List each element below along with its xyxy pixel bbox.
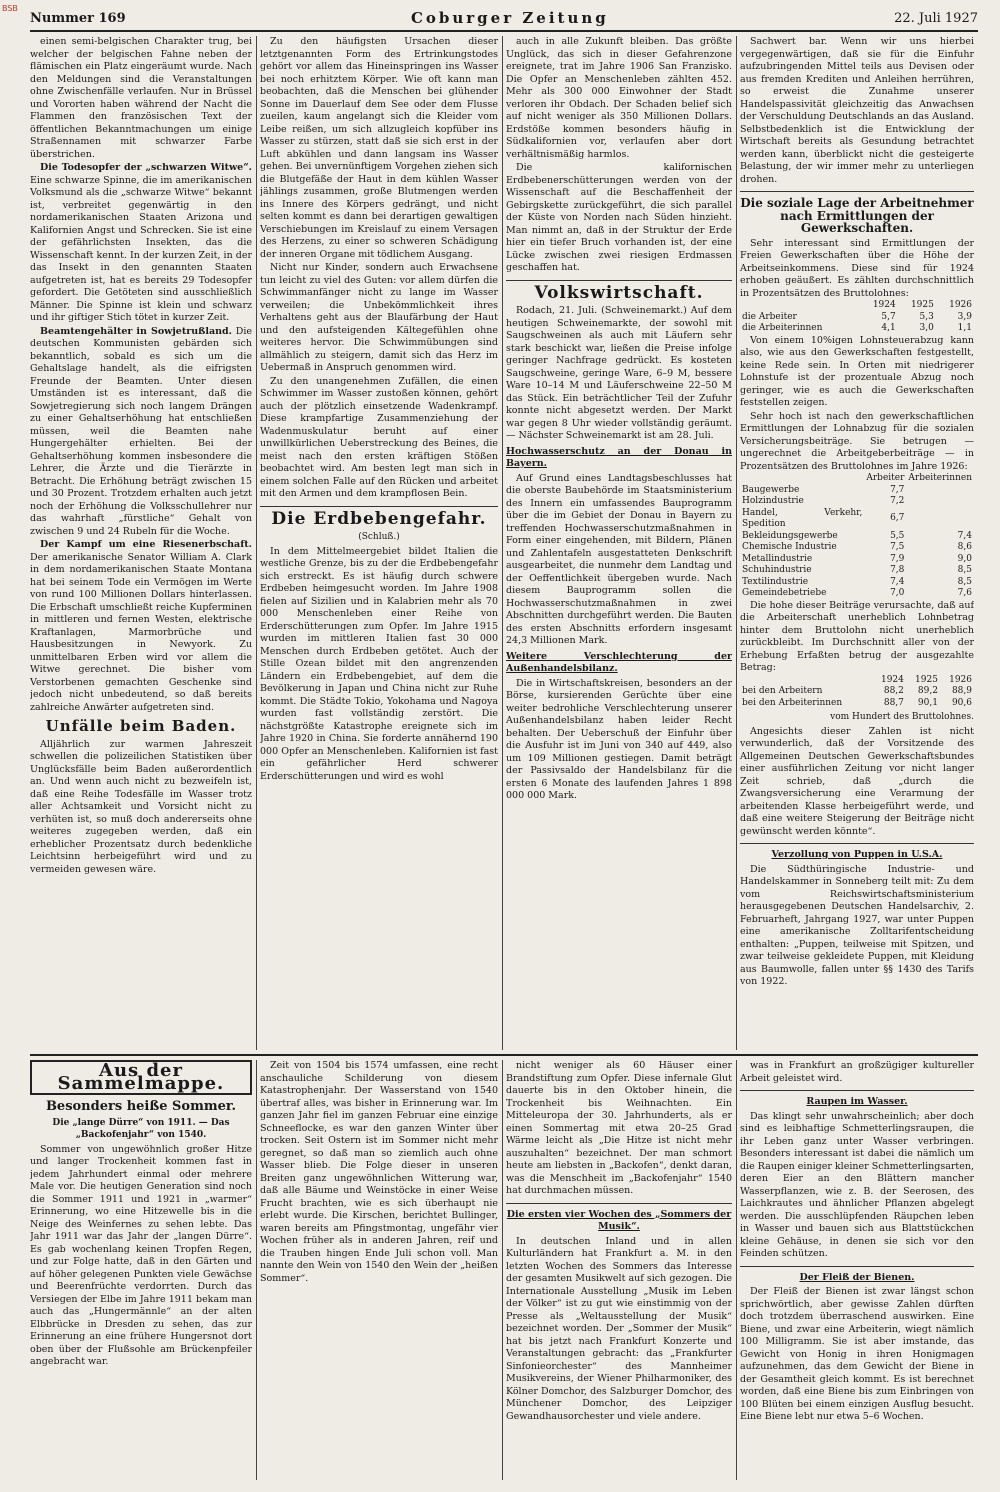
table-row: Holzindustrie 7,2 (742, 496, 905, 506)
article-text: Angesichts dieser Zahlen ist nicht verwunderlich, daß der Vorsitzende des Allgemeinen Deutschen Gewerkschaftsbundes einer ausführlichen Zeitung vor nicht langer Zeit schrieb, daß „durch die Zwangsversicherung eine Verarmung der arbeitenden Klasse herbeigeführt werde, und daß eine weitere Steigerung der Beiträge nicht gewünscht werden könnte“. (740, 725, 974, 837)
column-4 (740, 36, 974, 1050)
article-headline: Besonders heiße Sommer. (45, 1099, 237, 1114)
column-1 (30, 36, 252, 1050)
column-rule (502, 36, 503, 1050)
table-row: die Arbeiterinnen 4,1 3,0 1,1 (742, 323, 972, 333)
table-row: Gemeindebetriebe 7,0 7,6 (742, 588, 972, 598)
table-row: Chemische Industrie 7,5 8,6 (742, 542, 972, 552)
article-subheadline: Die „lange Dürre“ von 1911. — Das „Backofenjahr“ von 1540. (52, 1117, 230, 1140)
article-text: Die Todesopfer der „schwarzen Witwe“. Eine schwarze Spinne, die im amerikanischen Volksmund als die „schwarze Witwe“ bekannt ist, verbreitet gegenwärtig in den nordamerikanischen Staaten Arizona und Kalifornien Angst und Schrecken. Sie ist eine der gefährlichsten Insekten, das die Wissenschaft kennt. In der kurzen Zeit, in der das Insekt in den genannten Staaten aufgetreten ist, hat es bereits 29 Todesopfer gefordert. Die Getöteten sind ausschließlich Männer. Die Spinne ist klein und schwarz und ihr giftiger Stich tötet in kurzer Zeit. (30, 162, 252, 323)
article-text: Rodach, 21. Juli. (Schweinemarkt.) Auf dem heutigen Schweinemarkte, der sowohl mit Saugschweinen als auch mit Läufern sehr stark beschickt war, ließen die Preise infolge geringer Nachfrage gedrückt. Es kosteten Saugschweine, geringe Ware, 6–9 M, bessere Ware 10–14 M und Läuferschweine 22–50 M das Stück. Ein beträchtlicher Teil der Zufuhr konnte nicht abgesetzt werden. Der Markt war gegen 8 Uhr wieder vollständig geräumt. — Nächster Schweinemarkt ist am 28. Juli. (506, 305, 732, 441)
stat-table-payout: 1924 1925 1926 bei den Arbeitern 88,2 89,2 88,9 bei den Arbeiterinnen 88,7 90,1 90,6 (742, 674, 972, 708)
divider (506, 1203, 732, 1204)
column-rule (502, 1060, 503, 1480)
article-text: Sommer von ungewöhnlich großer Hitze und langer Trockenheit kommen fast in jedem Jahrhundert einmal oder mehrere Male vor. Die heutigen Generation sind noch die Sommer 1911 und 1921 in „warmer“ Erinnerung, wo eine Hitzewelle bis in die Neige des Weinfernes zu sehen lebte. Das Jahr 1911 war das Jahr der „langen Dürre“. Es gab wochenlang keinen Tropfen Regen, und zur Folge hatte, daß in den Gärten und auf höher gelegenen Punkten viele Gewächse und Beerenfrüchte verdorrten. Durch das Versiegen der Elbe im Jahre 1911 bekam man auch das „Hungermännle“ an der alten Elbbrücke in Dresden zu sehen, das zur Erinnerung an eine frühere Hungersnot dort oben über der Flußsohle am Brückenpfeiler angebracht war. (30, 1143, 252, 1367)
column-rule (256, 36, 257, 1050)
section-rule (30, 1054, 978, 1056)
table-row: Baugewerbe 7,7 (742, 484, 905, 495)
divider (740, 191, 974, 192)
article-headline: Der Kampf um eine Riesenerbschaft. (40, 539, 252, 550)
article-headline: Der Fleiß der Bienen. (799, 1271, 915, 1283)
article-text: auch in alle Zukunft bleiben. Das größte Unglück, das sich in dieser Gefahrenzone ereignete, trat im Jahre 1906 San Franzisko. Die Opfer an Menschenleben zählten 452. Mehr als 300 000 Einwohner der Stadt verloren ihr Obdach. Der Schaden belief sich auf nicht weniger als 350 Millionen Dollars. Erdstöße kommen besonders häufig in Südkalifornien vor, verlaufen aber dort verhältnismäßig harmlos. (506, 36, 732, 160)
article-text: Zu den häufigsten Ursachen dieser letztgenannten Form des Ertrinkungstodes gehört vor allem das Hineinspringen ins Wasser bei noch erhitztem Körper. Wie oft kann man beobachten, daß die Menschen bei glühender Sonne im Dauerlauf dem See oder dem Flusse zueilen, kaum angelangt sich die Kleider vom Leibe reißen, um sich allzugleich kopfüber ins Wasser zu stürzen, statt daß sie sich erst in der Luft abkühlen und dann langsam ins Wasser gehen. Bei unvernünftigem Vorgehen ziehen sich die Blutgefäße der Haut in dem kühlen Wasser jählings zusammen, große Blutmengen werden ins Innere des Körpers gedrängt, und nicht selten kommt es dann bei derartigen gewaltigen Verschiebungen im Kreislauf zu einem Versagen des Herzens, zu einer so schweren Schädigung der inneren Organe mit tödlichem Ausgang. (260, 36, 498, 260)
stat-table-insurance: Arbeiter Arbeiterinnen Baugewerbe 7,7 Holzindustrie 7,2 Handel, Verkehr, Spedition 6,7 Bekleidungsgewerbe 5,5 7,4 Chemische Industrie 7,5 8,6 Metallindustrie 7,9 9,0 Schuhindustrie 7,8 8,5 Textilindustrie 7,4 8,5 Gemeindebetriebe 7,0 7,6 (742, 473, 972, 598)
section-headline: Die soziale Lage der Arbeitnehmer nach Ermittlungen der Gewerkschaften. (740, 196, 974, 235)
section-headline: Unfälle beim Baden. (45, 717, 237, 735)
masthead (30, 6, 978, 32)
library-stamp: BSB (2, 4, 18, 13)
article-headline: Raupen im Wasser. (806, 1096, 908, 1107)
article-text: Zu den unangenehmen Zufällen, die einen Schwimmer im Wasser zustoßen können, gehört auch der plötzlich einsetzende Wadenkrampf. Diese krampfartige Zusammenziehung der Wadenmuskulatur beruht auf einer unwillkürlichen Ueberstreckung des Beines, die meist nach den ersten kräftigen Stößen beobachtet wird. Am besten legt man sich in einem solchen Falle auf den Rücken und arbeitet mit den Armen und dem krampflosen Bein. (260, 375, 498, 499)
column-rule (736, 36, 737, 1050)
article-text: Zeit von 1504 bis 1574 umfassen, eine recht anschauliche Schilderung von diesem Katastrophenjahr. Der Wasserstand von 1540 übertraf alles, was bisher in Erinnerung war. Im ganzen Jahr fiel im ganzen Februar eine einzige Schneeflocke, es war den ganzen Winter über trocken. Seit Ostern ist im Sommer nicht mehr geregnet, so daß man so ziemlich auch ohne Wasser blieb. Die Folge dieser in unseren Breiten ganz ungewöhnlichen Witterung war, daß alle Bäume und Weinstöcke in einer Weise Frucht brachten, wie es sich überhaupt nie erlebt wurde. Die Kirschen, berichtet Bullinger, waren bereits am Pfingstmontag, ungefähr vier Wochen früher als in anderen Jahren, reif und die Trauben hingen Ende Juli schon voll. Man nannte den Wein von 1540 den Wein der „heißen Sommer“. (260, 1060, 498, 1284)
article-text: Auf Grund eines Landtagsbeschlusses hat die oberste Baubehörde im Staatsministerium des Innern ein umfassendes Bauprogramm über die im Gebiet der Donau in Bayern zu treffenden Hochwasserschutzmaßnahmen in Form einer eingehenden, mit Bildern, Plänen und Zahlentafeln ausgestatteten Denkschrift ausgearbeitet, die nunmehr dem Landtag und der Oeffentlichkeit übergeben wurde. Nach diesem Bauprogramm sollen die Hochwasserschutzmaßnahmen in zwei Abschnitten durchgeführt werden. Die Bauten des ersten Abschnitts erfordern insgesamt 24,3 Millionen Mark. (506, 472, 732, 646)
article-text: Das klingt sehr unwahrscheinlich; aber doch sind es leibhaftige Schmetterlingsraupen, die ihr Leben ganz unter Wasser verbringen. Besonders interessant ist dabei die nämlich um die Raupen einiger kleiner Schmetterlingsarten, deren Eier an den Blättern mancher Wasserpflanzen, wie z. B. der Seerosen, des Laichkrautes und ähnlicher Pflanzen abgelegt werden. Die ausschlüpfenden Räupchen leben in Wasser und bauen sich aus Blattstückchen kleine Gehäuse, in denen sie sich vor den Feinden schützen. (740, 1110, 974, 1259)
article-text: Sachwert bar. Wenn wir uns hierbei vergegenwärtigen, daß sie für die Einfuhr aufzubringenden Mittel teils aus Devisen oder aus fremden Krediten und Anleihen herrühren, so erweist die Zunahme unserer Handelspassivität gleichzeitig das Anwachsen der Verschuldung Deutschlands an das Ausland. Selbstbedenklich ist die Entwicklung der Wirtschaft bereits als Gesundung betrachtet werden kann, überblickt nicht die gesteigerte Belastung, der wir immer mehr zu unterliegen drohen. (740, 36, 974, 185)
table-row: Textilindustrie 7,4 8,5 (742, 576, 972, 587)
table-row: Schuhindustrie 7,8 8,5 (742, 565, 972, 575)
divider (506, 280, 732, 281)
table-row: die Arbeiter 5,7 5,3 3,9 (742, 311, 972, 322)
bottom-column-3 (506, 1060, 732, 1480)
issue-date: 22. Juli 1927 (894, 10, 978, 26)
article-headline: Weitere Verschlechterung der Außenhandelsbilanz. (506, 650, 732, 674)
article-text: Die hohe dieser Beiträge verursachte, daß auf die Arbeiterschaft unerheblich Lohnbetrag hinter dem Bruttolohn nicht unerheblich zurückbleibt. Im Durchschnitt aller von der Erhebung Erfaßten betrug der ausgezahlte Betrag: (740, 599, 974, 673)
divider (260, 506, 498, 507)
article-text: Nicht nur Kinder, sondern auch Erwachsene tun leicht zu viel des Guten: vor allem dürfen die Schwimmanfänger nicht zu lange im Wasser verweilen; die Unbekömmlichkeit ihres Verhaltens geht aus der Blaufärbung der Haut und den aufsteigenden Kältegefühlen ohne weiteres hervor. Die Schwimmübungen sind allmählich zu steigern, damit sich das Herz im Uebermaß in Anspruch genommen wird. (260, 262, 498, 373)
table-row: bei den Arbeitern 88,2 89,2 88,9 (742, 686, 972, 696)
article-text: In deutschen Inland und in allen Kulturländern hat Frankfurt a. M. in den letzten Wochen des Sommers das Interesse der gesamten Musikwelt auf sich gezogen. Die Internationale Ausstellung „Musik im Leben der Völker“ ist zu gut wie einstimmig von der Presse als „Weltausstellung der Musik“ bezeichnet worden. Der „Sommer der Musik“ hat bis jetzt nach Frankfurt Konzerte und Veranstaltungen gebracht: das „Frankfurter Sinfonieorchester“ des Mannheimer Musikvereins, der Wiener Philharmoniker, des Kölner Domchor, des Salzburger Domchor, des Münchener Domchor, des Leipziger Gewandhausorchester und viele andere. (506, 1235, 732, 1422)
column-2 (260, 36, 498, 1050)
article-text: Die kalifornischen Erdbebenerschütterungen werden von der Wissenschaft auf die Beschaffenheit der Gebirgskette zurückgeführt, die sich parallel der Küste von Norden nach Süden hinzieht. Man nimmt an, daß in der Struktur der Erde hier ein tiefer Bruch vorhanden ist, der eine Lücke zwischen zwei riesigen Erdmassen geschaffen hat. (506, 162, 732, 273)
article-headline: Verzollung von Puppen in U.S.A. (771, 849, 943, 860)
article-text: Sehr interessant sind Ermittlungen der Freien Gewerkschaften über die Höhe der Arbeitseinkommens. Diese sind für 1924 erhoben geäußert. Es zählten durchschnittlich in Prozentsätzen des Bruttolohnes: (740, 237, 974, 299)
article-text: Beamtengehälter in Sowjetrußland. Die deutschen Kommunisten gebärden sich bekanntlich, sobald es sich um die Gehaltslage handelt, als die eifrigsten Freunde der Beamten. Unter diesen Umständen ist es interessant, daß die Sowjetregierung sich noch langem Drängen zu einer Gehaltserhöhung hat entschließen müssen, weil die Beamten nahe Hungergehälter erhielten. Bei der Gehaltserhöhung kommen insbesondere die Lehrer, die Ärzte und die Tierärzte in Betracht. Die Erhöhung beträgt zwischen 15 und 30 Prozent. Trotzdem erhalten auch jetzt noch der Erhöhung die Volksschullehrer nur das wahrhaft „fürstliche“ Gehalt von zwischen 9 und 24 Rubeln für die Woche. (30, 325, 252, 537)
divider (740, 843, 974, 844)
column-3 (506, 36, 732, 1050)
article-headline: Hochwasserschutz an der Donau in Bayern. (506, 445, 732, 469)
issue-number: Nummer 169 (30, 10, 126, 26)
section-headline: Volkswirtschaft. (534, 282, 704, 303)
article-text: Die Südthüringische Industrie- und Handelskammer in Sonneberg teilt mit: Zu dem vom Reichswirtschaftsministerium herausgegebenen Deutschen Handelsarchiv, 2. Februarheft, Jahrgang 1927, war unter Puppen eine amerikanische Zolltarifentscheidung enthalten: „Puppen, teilweise mit Spitzen, und zwar teilweise gekleidete Puppen, mit Kleidung aus Baumwolle, fallen unter §§ 1430 des Tarifs von 1922. (740, 863, 974, 987)
column-rule (736, 1060, 737, 1480)
bottom-column-2 (260, 1060, 498, 1480)
bottom-column-1 (30, 1060, 252, 1480)
divider (740, 1090, 974, 1091)
table-row: Bekleidungsgewerbe 5,5 7,4 (742, 530, 972, 541)
table-row: Handel, Verkehr, Spedition 6,7 (742, 507, 905, 529)
table-note: vom Hundert des Bruttolohnes. (830, 712, 974, 722)
article-headline: Beamtengehälter in Sowjetrußland. (40, 325, 232, 337)
article-text: In dem Mittelmeergebiet bildet Italien die westliche Grenze, bis zu der die Erdbebengefahr sich erstreckt. Es ist häufig durch schwere Erdbeben heimgesucht worden. Im Jahre 1908 fielen auf Sizilien und in Kalabrien mehr als 70 000 Menschenleben einer Reihe von Erderschütterungen zum Opfer. Im Jahre 1915 wurden im mittleren Italien fast 30 000 Menschen durch Erdbeben getötet. Auch der Stille Ozean bildet mit den angrenzenden Ländern ein Erdbebengebiet, auf dem die Bevölkerung in Japan und China nicht zur Ruhe kommt. Die Städte Tokio, Yokohama und Nagoya wurden fast vollständig zerstört. Die nächstgrößte Katastrophe ereignete sich im Jahre 1920 in China. Sie forderte annähernd 190 000 Opfer an Menschenleben. Kalifornien ist fast ein gefährlicher Herd schwerer Erderschütterungen und wird es wohl (260, 545, 498, 782)
article-text: Sehr hoch ist nach den gewerkschaftlichen Ermittlungen der Lohnabzug für die sozialen Versicherungsbeiträge. Sie betrugen — ungerechnet die Arbeitgeberbeiträge — in Prozentsätzen des Bruttolohnes im Jahre 1926: (740, 410, 974, 472)
article-headline: Die Todesopfer der „schwarzen Witwe“. (40, 162, 252, 173)
article-text: was in Frankfurt an großzügiger kultureller Arbeit geleistet wird. (740, 1060, 974, 1084)
feature-banner: Aus der Sammelmappe. (30, 1060, 252, 1095)
article-text: Die in Wirtschaftskreisen, besonders an der Börse, kursierenden Gerüchte über eine weiter bedrohliche Verschlechterung unserer Außenhandelsbilanz haben leider Recht behalten. Der Ueberschuß der Einfuhr über die Ausfuhr ist im Juni von 340 auf 449, also um 109 Millionen gestiegen. Damit beträgt der Passivsaldo der Handelsbilanz für die ersten 6 Monate des laufenden Jahres 1 898 000 000 Mark. (506, 677, 732, 801)
continuation-note: (Schluß.) (358, 532, 400, 542)
paper-title: Coburger Zeitung (410, 9, 609, 27)
table-row: bei den Arbeiterinnen 88,7 90,1 90,6 (742, 697, 972, 708)
article-headline: Die ersten vier Wochen des „Sommers der Musik“. (506, 1208, 732, 1232)
article-text: Von einem 10%igen Lohnsteuerabzug kann also, wie aus den Gewerkschaften festgestellt, keine Rede sein. In Orten mit niedrigerer Lohnstufe ist der prozentuale Abzug noch geringer, wie es auch die Gewerkschaften feststellen zeigen. (740, 334, 974, 408)
article-text: Der Kampf um eine Riesenerbschaft. Der amerikanische Senator William A. Clark in dem nordamerikanischen Staate Montana hat bei seinem Tode ein Vermögen im Werte von rund 100 Millionen Dollars hinterlassen. Die Erbschaft umschließt reiche Kupferminen in mittleren und fernen Westen, elektrische Kraftanlagen, Marmorbrüche und Hausbesitzungen in Newyork. Zu unmittelbaren Erben wird vor allem die Witwe gerechnet. Die bisher vom Verstorbenen gemachten Geschenke sind jedoch nicht unbedeutend, so daß bereits zahlreiche Anwärter aufgetreten sind. (30, 539, 252, 713)
column-rule (256, 1060, 257, 1480)
stat-table-tax: 1924 1925 1926 die Arbeiter 5,7 5,3 3,9 die Arbeiterinnen 4,1 3,0 1,1 (742, 300, 972, 333)
section-headline: Die Erdbebengefahr. (271, 508, 487, 529)
article-text: nicht weniger als 60 Häuser einer Brandstiftung zum Opfer. Diese infernale Glut dauerte bis in den Oktober hinein, die Trockenheit bis Weihnachten. Ein Mitteleuropa der 30. Jahrhunderts, als er einen Sommertag mit etwa 20–25 Grad Wärme leicht als „Die Hitze ist nicht mehr auszuhalten“ bezeichnet. Der man schmort heute am liebsten in „Backofen“, denkt daran, was die Menschheit im „Backofenjahr“ 1540 hat durchmachen müssen. (506, 1060, 732, 1196)
article-text: einen semi-belgischen Charakter trug, bei welcher der belgischen Fahne neben der flämischen ein Platz eingeräumt wurde. Nach den Meldungen sind die Veranstaltungen ohne Zwischenfälle verlaufen. Nur in Brüssel und Vororten haben während der Nacht die Flammen den französischen Text der öffentlichen Bekanntmachungen um einige Straßennamen mit schwarzer Farbe überstrichen. (30, 36, 252, 160)
table-row: Metallindustrie 7,9 9,0 (742, 553, 972, 564)
article-text: Alljährlich zur warmen Jahreszeit schwellen die polizeilichen Statistiken über Unglücksfälle beim Baden außerordentlich an. Und wenn auch nicht zu bezweifeln ist, daß eine Reihe Todesfälle im Wasser trotz aller Achtsamkeit und Vorsicht nicht zu verhüten ist, so muß doch andererseits ohne weiteres zugegeben werden, daß ein erheblicher Prozentsatz durch bedenkliche Leichtsinn herbeigeführt wird und zu vermeiden gewesen wäre. (30, 738, 252, 875)
bottom-column-4 (740, 1060, 974, 1480)
article-text: Der Fleiß der Bienen ist zwar längst schon sprichwörtlich, aber gewisse Zahlen dürften doch trotzdem überraschend auswirken. Eine Biene, und zwar eine Arbeiterin, wiegt nämlich 100 Milligramm. Sie ist aber imstande, das Gewicht von Honig in ihren Honigmagen aufzunehmen, das dem Gewicht der Biene in der Gesamtheit gleich kommt. Es ist berechnet worden, daß eine Biene bis zum Einbringen von 100 Blüten bei einem einzigen Ausflug besucht. Eine Biene lebt nur etwa 5–6 Wochen. (740, 1286, 974, 1422)
divider (740, 1266, 974, 1267)
